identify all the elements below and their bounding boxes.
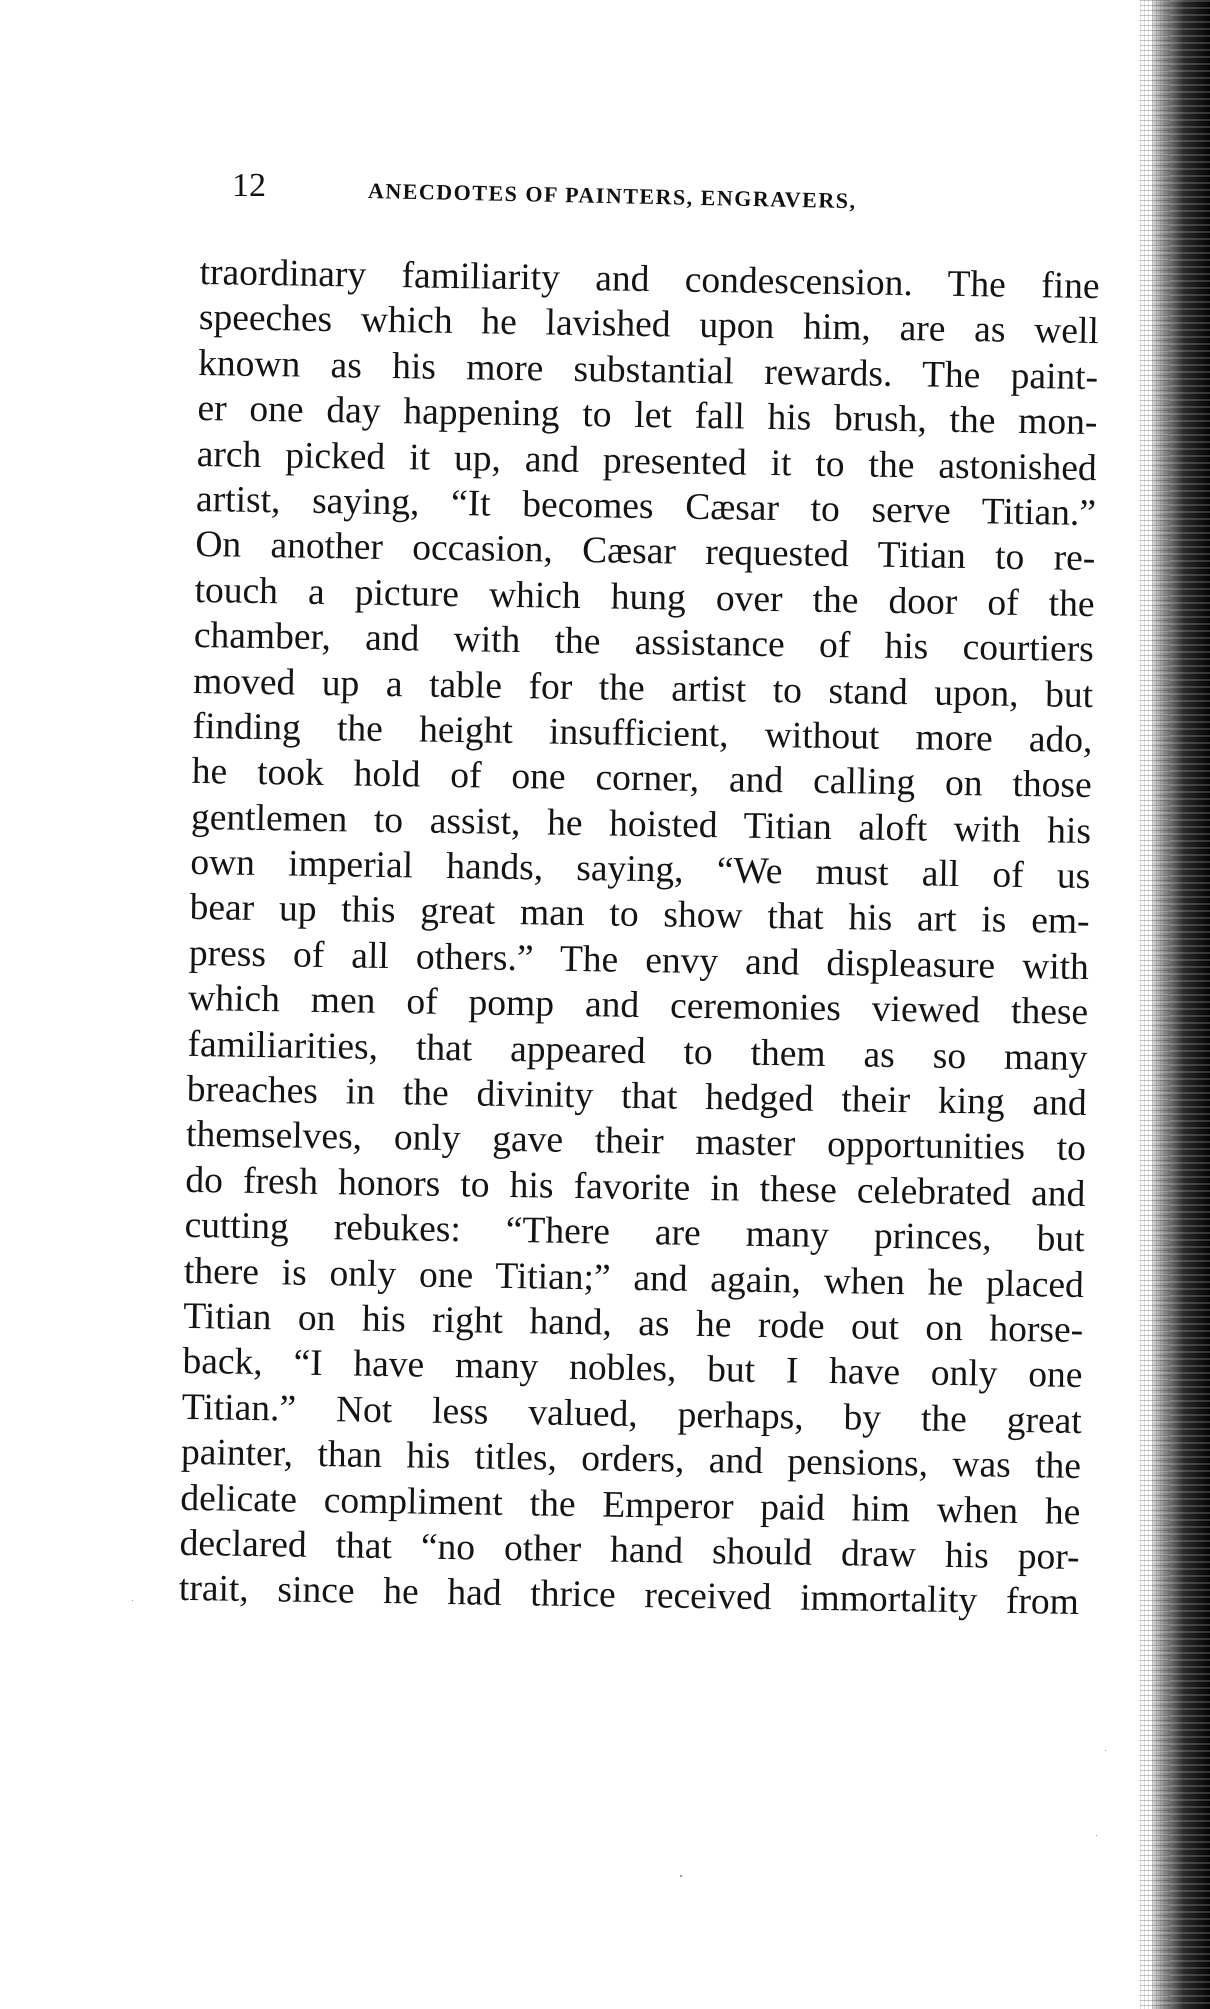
- text-line: familiarities, that appeared to them as so many: [187, 1023, 1088, 1079]
- text-line: Titian.” Not less valued, perhaps, by the great: [181, 1386, 1083, 1442]
- text-line: back, “I have many nobles, but I have only one: [182, 1341, 1083, 1397]
- text-line: traordinary familiarity and condescension. The fine: [199, 251, 1100, 308]
- page-number: 12: [232, 167, 266, 204]
- text-line: artist, saying, “It becomes Cæsar to serve Titian.”: [195, 478, 1097, 535]
- running-head: ANECDOTES OF PAINTERS, ENGRAVERS,: [367, 178, 857, 214]
- text-line: declared that “no other hand should draw his por-: [179, 1522, 1080, 1578]
- paper-speck: [680, 1875, 682, 1877]
- text-line: bear up this great man to show that his art is em-: [189, 887, 1090, 943]
- text-line: arch picked it up, and presented it to the astonished: [196, 433, 1098, 489]
- text-line: er one day happening to let fall his brush, the mon-: [197, 388, 1098, 444]
- text-line: which men of pomp and ceremonies viewed these: [187, 978, 1089, 1034]
- text-line: gentlemen to assist, he hoisted Titian aloft with his: [190, 796, 1092, 852]
- page-header: [232, 166, 1012, 214]
- text-line: painter, than his titles, orders, and pensions, was the: [180, 1432, 1082, 1488]
- body-text: [179, 250, 1100, 1626]
- text-line: Titian on his right hand, as he rode out on horse-: [182, 1295, 1084, 1351]
- text-line: he took hold of one corner, and calling on those: [191, 751, 1093, 807]
- text-line: finding the height insufficient, without more ado,: [192, 705, 1093, 761]
- text-line: there is only one Titian;” and again, when he placed: [183, 1250, 1085, 1306]
- text-line: breaches in the divinity that hedged their king and: [186, 1068, 1088, 1125]
- paper-speck: [1096, 1835, 1097, 1836]
- text-line: cutting rebukes: “There are many princes, but: [184, 1205, 1085, 1261]
- text-line: chamber, and with the assistance of his courtiers: [193, 615, 1095, 671]
- text-line: touch a picture which hung over the door of the: [194, 569, 1095, 625]
- text-line: trait, since he had thrice received immortality from: [178, 1568, 1080, 1624]
- text-line: On another occasion, Cæsar requested Titian to re-: [195, 524, 1096, 580]
- text-line: delicate compliment the Emperor paid him when he: [180, 1477, 1081, 1533]
- text-line: themselves, only gave their master opportunities to: [185, 1114, 1087, 1170]
- text-line: known as his more substantial rewards. The paint-: [197, 342, 1099, 398]
- text-line: do fresh honors to his favorite in these celebrated and: [185, 1159, 1086, 1215]
- paper-speck: [132, 1600, 133, 1601]
- text-line: press of all others.” The envy and displeasure with: [188, 932, 1090, 988]
- paper-speck: [1105, 1750, 1106, 1751]
- text-line: moved up a table for the artist to stand upon, but: [192, 660, 1094, 716]
- text-line: speeches which he lavished upon him, are as well: [198, 297, 1100, 353]
- text-line: own imperial hands, saying, “We must all of us: [190, 842, 1091, 898]
- page-edge-texture: [1140, 0, 1170, 2009]
